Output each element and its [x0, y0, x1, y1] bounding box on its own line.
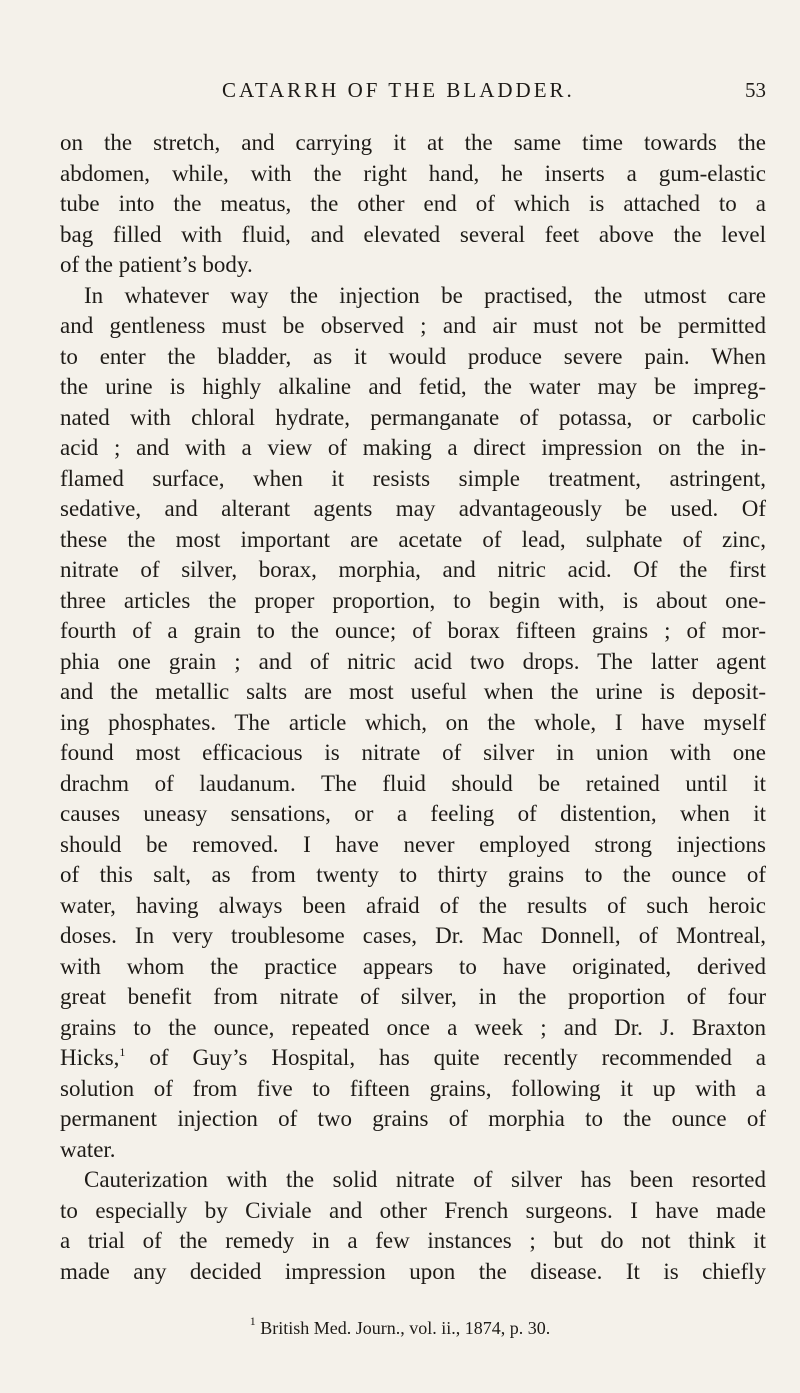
- text-line: and gentleness must be observed ; and air must not be permitted: [60, 313, 766, 338]
- text-line: doses. In very troublesome cases, Dr. Mac Donnell, of Montreal,: [60, 923, 766, 948]
- text-line: water, having always been afraid of the results of such heroic: [60, 892, 766, 918]
- running-head: [60, 78, 766, 108]
- text-line: bag filled with fluid, and elevated several feet above the level: [60, 221, 766, 247]
- page-number: 53: [745, 78, 766, 102]
- text-line: made any decided impression upon the disease. It is chiefly: [60, 1258, 766, 1284]
- text-line: great benefit from nitrate of silver, in the proportion of four: [60, 984, 766, 1009]
- text-line: should be removed. I have never employed strong injections: [60, 831, 766, 857]
- text-line: phia one grain ; and of nitric acid two drops. The latter agent: [60, 648, 766, 674]
- text-line: on the stretch, and carrying it at the same time towards the: [60, 130, 766, 155]
- footnote-marker: 1: [249, 1314, 256, 1328]
- text-line: drachm of laudanum. The fluid should be retained until it: [60, 770, 766, 796]
- text-line: of the patient’s body.: [60, 252, 253, 277]
- text-line: permanent injection of two grains of morphia to the ounce of: [60, 1106, 766, 1131]
- text-line: grains to the ounce, repeated once a week ; and Dr. J. Braxton: [60, 1014, 766, 1040]
- text-line: tube into the meatus, the other end of which is attached to a: [60, 191, 766, 216]
- text-line: to especially by Civiale and other French surgeons. I have made: [60, 1197, 766, 1223]
- text-line: and the metallic salts are most useful when the urine is deposit-: [60, 679, 766, 704]
- text-line: fourth of a grain to the ounce; of borax fifteen grains ; of mor-: [60, 618, 766, 643]
- footnote-text: British Med. Journ., vol. ii., 1874, p. 30.: [255, 1318, 551, 1338]
- text-line: In whatever way the injection be practised, the utmost care: [84, 282, 766, 308]
- text-line: flamed surface, when it resists simple treatment, astringent,: [60, 465, 766, 491]
- text-line: a trial of the remedy in a few instances ; but do not think it: [60, 1228, 766, 1253]
- footnote: [0, 1314, 800, 1339]
- text-line: three articles the proper proportion, to begin with, is about one-: [60, 587, 766, 613]
- text-line: abdomen, while, with the right hand, he inserts a gum-elastic: [60, 160, 766, 186]
- text-line: acid ; and with a view of making a direct impression on the in-: [60, 435, 766, 460]
- text-line: water.: [60, 1136, 116, 1162]
- text-line: Cauterization with the solid nitrate of silver has been resorted: [84, 1167, 766, 1192]
- text-line: found most efficacious is nitrate of silver in union with one: [60, 740, 766, 765]
- text-line: sedative, and alterant agents may advantageously be used. Of: [60, 496, 766, 521]
- text-line-hicks: [60, 1043, 766, 1074]
- text-line: causes uneasy sensations, or a feeling of distention, when it: [60, 801, 766, 826]
- text-fragment: Hicks,: [60, 1045, 120, 1070]
- text-line: nitrate of silver, borax, morphia, and nitric acid. Of the first: [60, 557, 766, 582]
- text-line: solution of from five to fifteen grains, following it up with a: [60, 1075, 766, 1101]
- body-text: [60, 128, 766, 1287]
- text-line: nated with chloral hydrate, permanganate of potassa, or carbolic: [60, 404, 766, 430]
- running-title: CATARRH OF THE BLADDER.: [222, 78, 575, 102]
- footnote-reference: 1: [119, 1045, 126, 1059]
- text-fragment: of Guy’s Hospital, has quite recently recommended a: [125, 1045, 766, 1070]
- text-line: these the most important are acetate of lead, sulphate of zinc,: [60, 526, 766, 552]
- text-line: with whom the practice appears to have originated, derived: [60, 953, 766, 979]
- text-line: of this salt, as from twenty to thirty grains to the ounce of: [60, 862, 766, 887]
- text-line: the urine is highly alkaline and fetid, the water may be impreg-: [60, 374, 766, 399]
- text-line: ing phosphates. The article which, on the whole, I have myself: [60, 709, 766, 735]
- text-line: to enter the bladder, as it would produce severe pain. When: [60, 343, 766, 369]
